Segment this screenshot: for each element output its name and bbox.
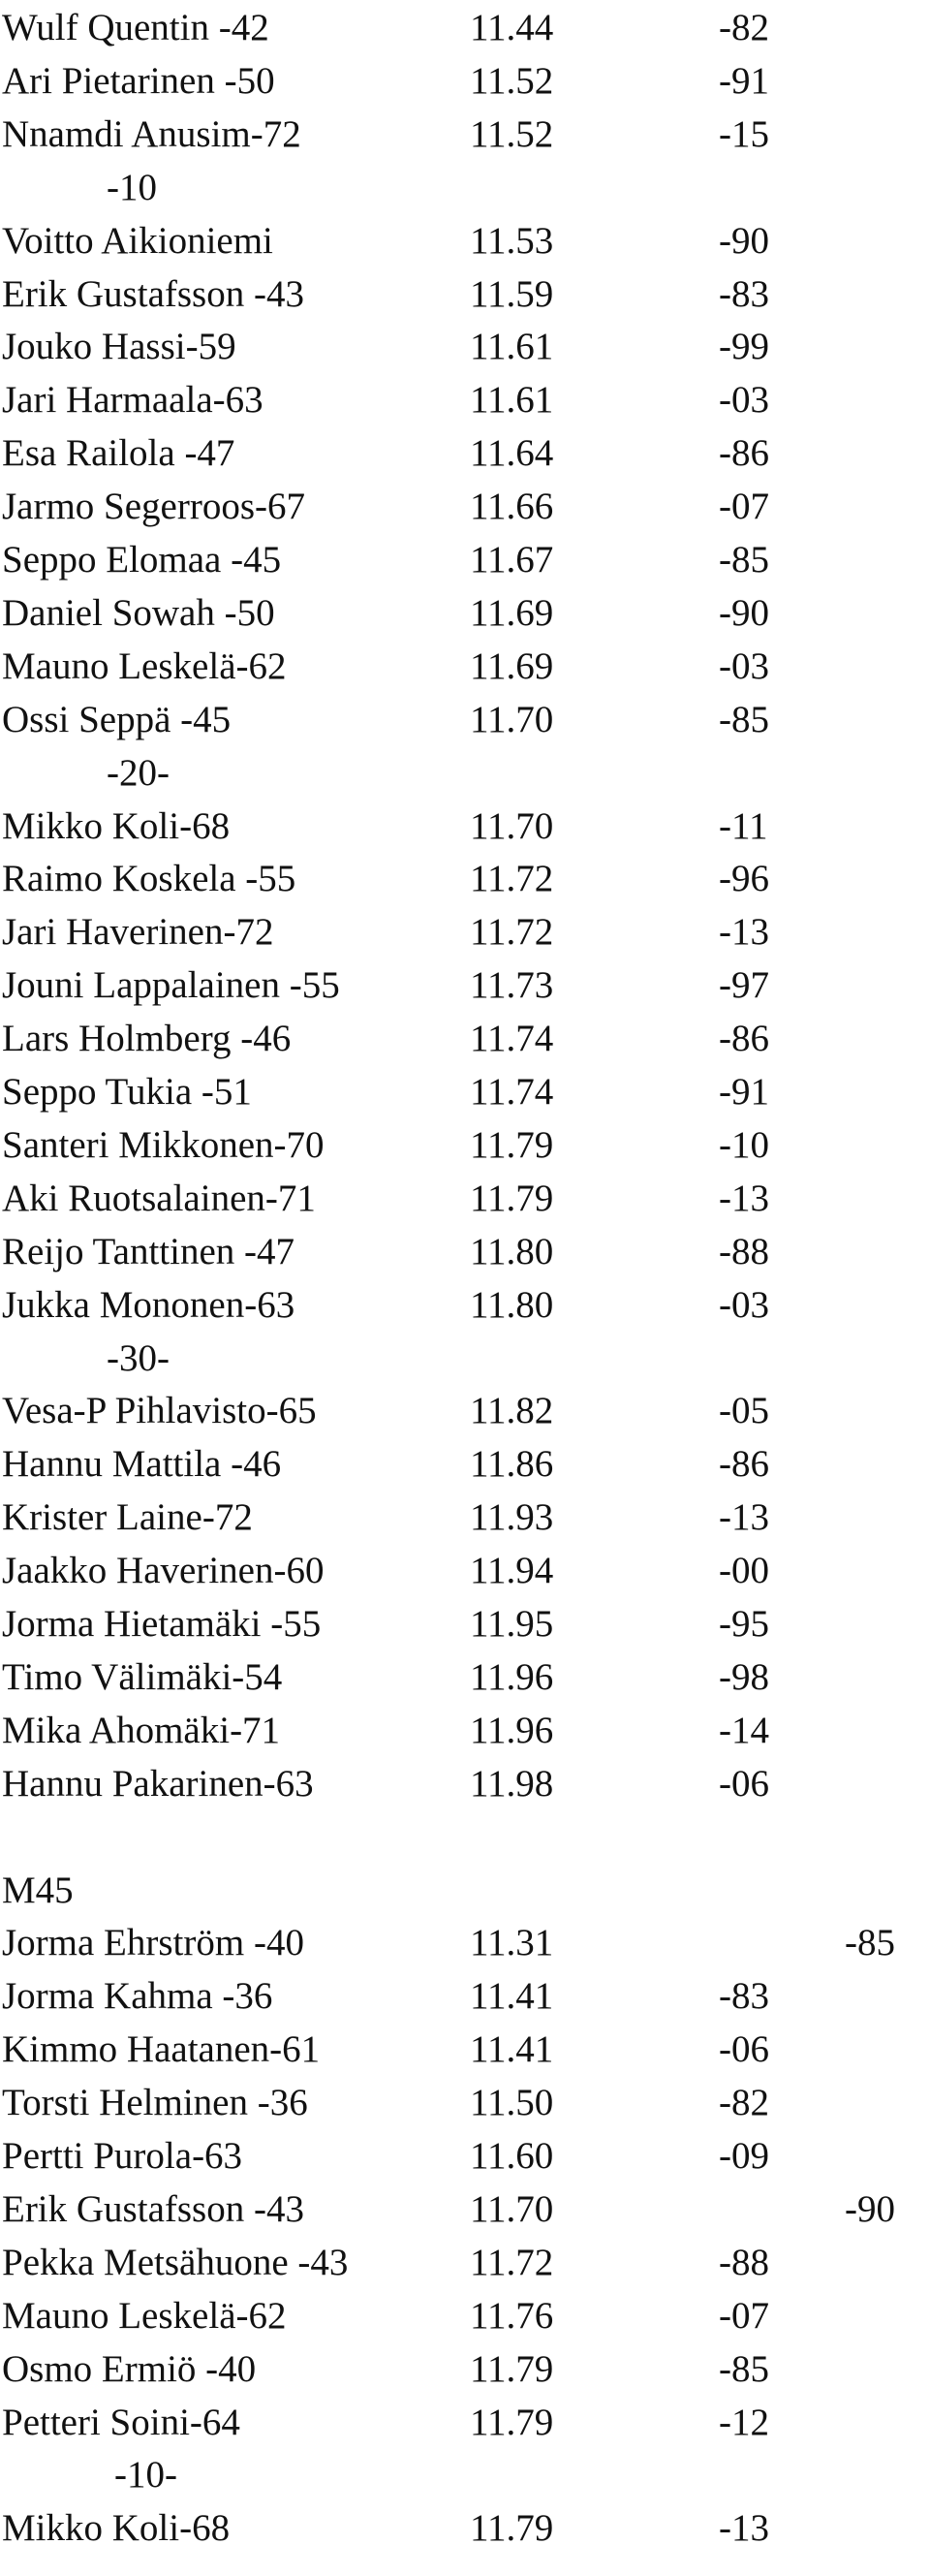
result-row: [0, 2237, 930, 2289]
athlete-name: Reijo Tanttinen -47: [2, 1230, 295, 1272]
result-row: [0, 215, 930, 267]
result-row: [0, 162, 930, 214]
result-row: [0, 1226, 930, 1278]
result-row: [0, 959, 930, 1012]
result-row: [0, 2397, 930, 2449]
result-time: 11.98: [470, 1762, 554, 1805]
result-row: [0, 1173, 930, 1225]
result-row: [0, 268, 930, 321]
result-year: -86: [719, 1018, 769, 1060]
athlete-name: Osmo Ermiö -40: [2, 2347, 257, 2390]
result-row: [0, 2130, 930, 2183]
athlete-name: Vesa-P Pihlavisto-65: [2, 1390, 317, 1432]
athlete-name: Ossi Seppä -45: [2, 698, 232, 740]
result-time: 11.96: [470, 1655, 554, 1698]
result-row: [0, 55, 930, 108]
result-time: 11.79: [470, 1123, 554, 1166]
result-time: 11.86: [470, 1443, 554, 1486]
result-year: -10: [719, 1123, 769, 1166]
result-year: -06: [719, 1762, 769, 1805]
result-time: 11.79: [470, 2347, 554, 2390]
athlete-name: -30-: [107, 1336, 170, 1379]
athlete-name: Esa Railola -47: [2, 432, 235, 475]
athlete-name: Voitto Aikioniemi: [2, 219, 273, 262]
result-row: [0, 1598, 930, 1650]
result-year: -96: [719, 858, 769, 900]
athlete-name: Jouni Lappalainen -55: [2, 964, 340, 1007]
athlete-name: -10-: [114, 2454, 177, 2497]
result-time: 11.72: [470, 911, 554, 954]
athlete-name: Jari Harmaala-63: [2, 379, 264, 422]
result-row: [0, 1438, 930, 1491]
result-time: 11.93: [470, 1496, 554, 1539]
result-time: 11.70: [470, 2187, 554, 2230]
athlete-name: Raimo Koskela -55: [2, 858, 296, 900]
result-row: [0, 1492, 930, 1544]
result-year: -12: [719, 2401, 769, 2443]
result-time: 11.64: [470, 432, 554, 475]
result-row: [0, 1066, 930, 1118]
result-year: -14: [719, 1709, 769, 1751]
result-time: 11.50: [470, 2082, 554, 2124]
result-row: [0, 2183, 930, 2236]
result-time: 11.41: [470, 1975, 554, 2018]
athlete-name: Ari Pietarinen -50: [2, 59, 275, 102]
result-year: -13: [719, 1177, 769, 1219]
result-time: 11.69: [470, 644, 554, 687]
athlete-name: Hannu Pakarinen-63: [2, 1762, 314, 1805]
athlete-name: Wulf Quentin -42: [2, 7, 269, 48]
result-year: -13: [719, 2507, 769, 2550]
athlete-name: Krister Laine-72: [2, 1496, 253, 1539]
result-time: 11.52: [470, 112, 554, 155]
athlete-name: Mauno Leskelä-62: [2, 644, 287, 687]
result-time: 11.72: [470, 2241, 554, 2283]
result-year: -00: [719, 1550, 769, 1592]
result-year: -90: [845, 2187, 895, 2230]
athlete-name: Jorma Ehrström -40: [2, 1922, 304, 1964]
athlete-name: Jukka Mononen-63: [2, 1283, 295, 1326]
athlete-name: Daniel Sowah -50: [2, 591, 275, 634]
result-year: -13: [719, 911, 769, 954]
result-year: -88: [719, 2241, 769, 2283]
result-row: [0, 1013, 930, 1065]
athlete-name: Mikko Koli-68: [2, 804, 231, 847]
result-time: 11.59: [470, 272, 554, 315]
result-time: 11.74: [470, 1071, 554, 1113]
result-time: 11.67: [470, 539, 554, 581]
athlete-name: Jouko Hassi-59: [2, 326, 236, 368]
result-time: 11.79: [470, 1177, 554, 1219]
result-row: [0, 1811, 930, 1864]
athlete-name: Mikko Koli-68: [2, 2507, 231, 2550]
result-year: -15: [719, 112, 769, 155]
result-year: -09: [719, 2135, 769, 2177]
athlete-name: Nnamdi Anusim-72: [2, 112, 301, 155]
result-time: 11.79: [470, 2401, 554, 2443]
result-row: [0, 2449, 930, 2501]
result-time: 11.66: [470, 486, 554, 528]
result-row: [0, 747, 930, 800]
result-year: -03: [719, 644, 769, 687]
result-time: 11.95: [470, 1603, 554, 1645]
result-row: [0, 427, 930, 480]
result-row: [0, 1705, 930, 1757]
result-time: 11.73: [470, 964, 554, 1007]
result-time: 11.52: [470, 59, 554, 102]
athlete-name: Jaakko Haverinen-60: [2, 1550, 325, 1592]
result-year: -11: [719, 804, 768, 847]
athlete-name: Timo Välimäki-54: [2, 1655, 283, 1698]
athlete-name: -10: [107, 166, 157, 208]
result-year: -13: [719, 1496, 769, 1539]
athlete-name: Jari Haverinen-72: [2, 911, 274, 954]
result-year: -85: [719, 539, 769, 581]
result-row: [0, 2024, 930, 2076]
result-time: 11.41: [470, 2028, 554, 2071]
result-row: [0, 1865, 930, 1917]
result-row: [0, 641, 930, 693]
result-row: [0, 1970, 930, 2023]
result-year: -85: [845, 1922, 895, 1964]
result-row: [0, 1651, 930, 1704]
result-time: 11.53: [470, 219, 554, 262]
athlete-name: Seppo Elomaa -45: [2, 539, 282, 581]
result-year: -91: [719, 1071, 769, 1113]
athlete-name: -20-: [107, 751, 170, 794]
athlete-name: Lars Holmberg -46: [2, 1018, 292, 1060]
result-row: [0, 906, 930, 958]
result-time: 11.61: [470, 379, 554, 422]
result-time: 11.31: [470, 1922, 554, 1964]
result-row: [0, 853, 930, 905]
result-time: 11.69: [470, 591, 554, 634]
athlete-name: M45: [2, 1869, 74, 1911]
result-year: -97: [719, 964, 769, 1007]
result-row: [0, 1119, 930, 1172]
result-year: -82: [719, 2082, 769, 2124]
result-year: -83: [719, 1975, 769, 2018]
athlete-name: Erik Gustafsson -43: [2, 2187, 304, 2230]
result-row: [0, 587, 930, 640]
athlete-name: Pertti Purola-63: [2, 2135, 243, 2177]
result-row: [0, 1333, 930, 1385]
result-year: -90: [719, 219, 769, 262]
athlete-name: Pekka Metsähuone -43: [2, 2241, 349, 2283]
result-year: -95: [719, 1603, 769, 1645]
result-year: -85: [719, 698, 769, 740]
result-time: 11.70: [470, 698, 554, 740]
result-year: -07: [719, 486, 769, 528]
result-row: [0, 1917, 930, 1969]
result-year: -82: [719, 7, 769, 48]
result-year: -88: [719, 1230, 769, 1272]
result-year: -90: [719, 591, 769, 634]
result-time: 11.80: [470, 1283, 554, 1326]
result-year: -05: [719, 1390, 769, 1432]
athlete-name: Jorma Hietamäki -55: [2, 1603, 322, 1645]
result-time: 11.76: [470, 2294, 554, 2337]
result-time: 11.74: [470, 1018, 554, 1060]
result-row: [0, 2343, 930, 2396]
result-row: [0, 2077, 930, 2129]
athlete-name: Aki Ruotsalainen-71: [2, 1177, 316, 1219]
result-time: 11.94: [470, 1550, 554, 1592]
athlete-name: Santeri Mikkonen-70: [2, 1123, 325, 1166]
result-year: -86: [719, 432, 769, 475]
result-year: -99: [719, 326, 769, 368]
result-time: 11.70: [470, 804, 554, 847]
result-time: 11.82: [470, 1390, 554, 1432]
result-row: [0, 2, 930, 54]
athlete-name: Jarmo Segerroos-67: [2, 486, 306, 528]
result-year: -03: [719, 379, 769, 422]
result-time: 11.44: [470, 7, 554, 48]
result-year: -83: [719, 272, 769, 315]
result-row: [0, 534, 930, 586]
result-row: [0, 321, 930, 373]
result-time: 11.96: [470, 1709, 554, 1751]
result-row: [0, 481, 930, 533]
athlete-name: Mika Ahomäki-71: [2, 1709, 281, 1751]
result-year: -86: [719, 1443, 769, 1486]
result-row: [0, 1758, 930, 1810]
athlete-name: Hannu Mattila -46: [2, 1443, 282, 1486]
result-year: -03: [719, 1283, 769, 1326]
result-row: [0, 374, 930, 426]
result-row: [0, 2502, 930, 2555]
result-time: 11.61: [470, 326, 554, 368]
athlete-name: Erik Gustafsson -43: [2, 272, 304, 315]
result-row: [0, 109, 930, 161]
athlete-name: Mauno Leskelä-62: [2, 2294, 287, 2337]
result-year: -91: [719, 59, 769, 102]
result-time: 11.72: [470, 858, 554, 900]
result-year: -85: [719, 2347, 769, 2390]
result-row: [0, 694, 930, 746]
athlete-name: Torsti Helminen -36: [2, 2082, 308, 2124]
result-time: 11.79: [470, 2507, 554, 2550]
result-row: [0, 801, 930, 853]
result-row: [0, 1545, 930, 1597]
result-row: [0, 1385, 930, 1437]
result-year: -06: [719, 2028, 769, 2071]
athlete-name: Jorma Kahma -36: [2, 1975, 273, 2018]
result-time: 11.80: [470, 1230, 554, 1272]
result-time: 11.60: [470, 2135, 554, 2177]
athlete-name: Seppo Tukia -51: [2, 1071, 252, 1113]
result-row: [0, 1279, 930, 1332]
result-year: -07: [719, 2294, 769, 2337]
athlete-name: Petteri Soini-64: [2, 2401, 240, 2443]
result-year: -98: [719, 1655, 769, 1698]
athlete-name: Kimmo Haatanen-61: [2, 2028, 321, 2071]
result-row: [0, 2290, 930, 2342]
